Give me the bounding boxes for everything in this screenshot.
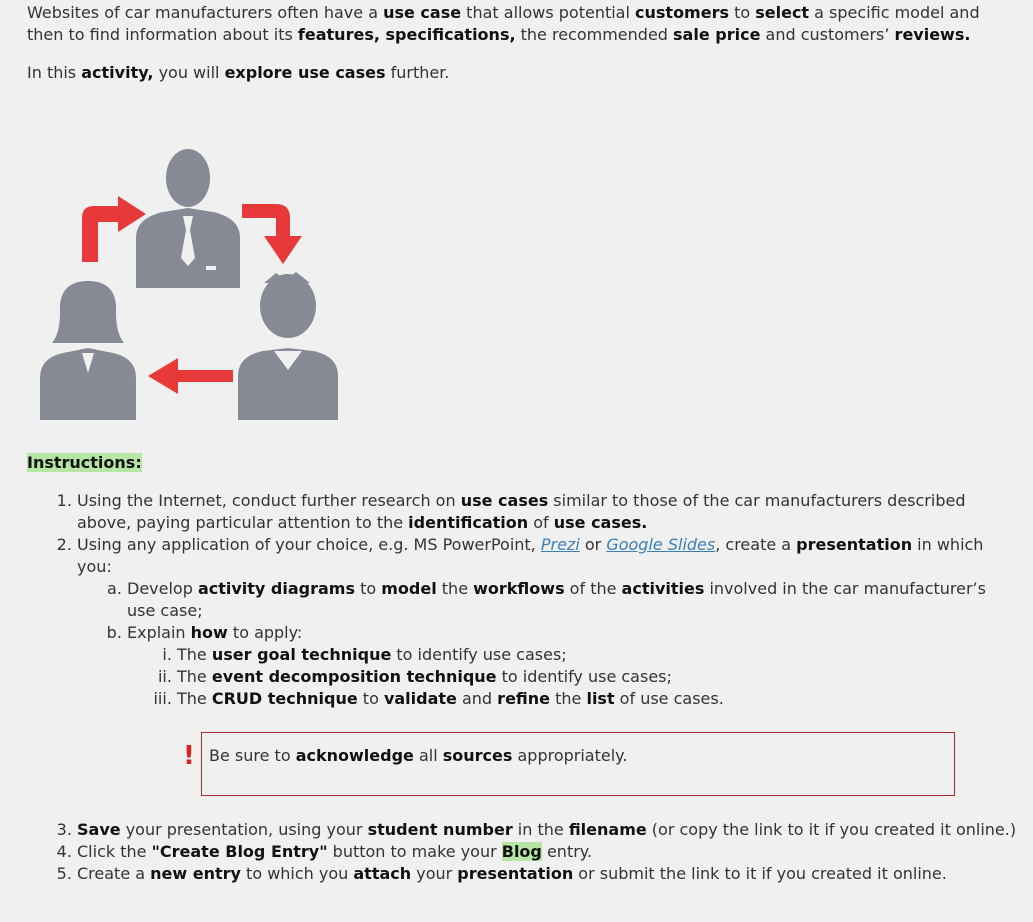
item-bold: model — [381, 579, 437, 598]
activity-paragraph — [27, 62, 1017, 84]
item-text: to — [357, 689, 384, 708]
activity-text: further. — [385, 63, 450, 82]
exclamation-icon: ! — [183, 741, 195, 771]
item-bold: validate — [383, 689, 457, 708]
item-text: your presentation, using your — [120, 820, 368, 839]
notice-bold: sources — [442, 746, 513, 765]
activity-bold: explore use cases — [224, 63, 386, 82]
item-bold: list — [586, 689, 615, 708]
item-bold: use cases. — [553, 513, 648, 532]
instructions-main-list-continued — [27, 819, 1017, 885]
item-text: (or copy the link to it if you created it online.) — [646, 820, 1017, 839]
item-text: Create a — [77, 864, 151, 883]
item-bold: student number — [367, 820, 513, 839]
use-case-illustration — [38, 148, 343, 423]
item-bold: how — [190, 623, 228, 642]
instruction-item-2b-iii — [177, 688, 1017, 710]
item-text: to — [355, 579, 382, 598]
item-text: Click the — [77, 842, 152, 861]
instructions-heading — [27, 452, 142, 474]
item-bold: CRUD technique — [211, 689, 358, 708]
notice-text: all — [413, 746, 443, 765]
item-text: entry. — [541, 842, 593, 861]
notice-text: appropriately. — [512, 746, 628, 765]
intro-text: that allows potential — [461, 3, 636, 22]
activity-text: you will — [153, 63, 225, 82]
item-text: The — [177, 645, 212, 664]
instruction-item-4 — [77, 841, 1017, 863]
item-bold: presentation — [457, 864, 574, 883]
instruction-item-1 — [77, 490, 1017, 534]
instruction-item-2b-ii — [177, 666, 1017, 688]
intro-text: the recommended — [515, 25, 674, 44]
item-text: similar to those of the car manufacturers described above, paying particular attention to the — [77, 491, 966, 532]
notice-bold: acknowledge — [295, 746, 414, 765]
item-text: button to make your — [327, 842, 502, 861]
arrow-left-icon — [148, 358, 233, 394]
item-text: or — [579, 535, 607, 554]
prezi-link[interactable]: Prezi — [540, 535, 580, 554]
man-icon — [238, 272, 338, 420]
item-text: to apply: — [227, 623, 303, 642]
item-bold: filename — [568, 820, 647, 839]
item-bold: new entry — [150, 864, 241, 883]
instruction-item-2b-i — [177, 644, 1017, 666]
notice-text: Be sure to — [209, 746, 296, 765]
intro-text: a specific model and then to find information about its — [27, 3, 980, 44]
item-bold: identification — [408, 513, 529, 532]
sub-list-alpha — [77, 578, 1017, 710]
item-text: Using any application of your choice, e.g. MS PowerPoint, — [77, 535, 541, 554]
item-text: The — [177, 667, 212, 686]
item-bold: activity diagrams — [197, 579, 355, 598]
google-slides-link[interactable]: Google Slides — [606, 535, 716, 554]
notice-box — [201, 732, 955, 796]
item-text: of the — [564, 579, 622, 598]
activity-text: In this — [27, 63, 82, 82]
item-text: to identify use cases; — [391, 645, 567, 664]
item-text: and — [456, 689, 498, 708]
intro-text: Websites of car manufacturers often have a — [27, 3, 384, 22]
intro-bold: customers — [635, 3, 729, 22]
item-bold: event decomposition technique — [211, 667, 497, 686]
item-text: the — [550, 689, 587, 708]
intro-paragraph — [27, 2, 1017, 46]
item-text: to identify use cases; — [496, 667, 672, 686]
item-bold: refine — [497, 689, 551, 708]
item-text: of — [528, 513, 554, 532]
item-text: the — [436, 579, 474, 598]
instructions-list-continued — [27, 819, 1017, 885]
instruction-item-5 — [77, 863, 1017, 885]
sub-list-roman — [127, 644, 1017, 710]
intro-bold: features, specifications, — [297, 25, 516, 44]
intro-bold: select — [755, 3, 810, 22]
item-text: in which you: — [77, 535, 984, 576]
instruction-item-3 — [77, 819, 1017, 841]
woman-icon — [40, 281, 136, 420]
item-text: Explain — [127, 623, 191, 642]
item-bold: attach — [353, 864, 412, 883]
intro-bold: use case — [383, 3, 462, 22]
item-bold: activities — [621, 579, 705, 598]
instructions-main-list — [27, 490, 1017, 710]
instruction-item-2 — [77, 534, 1017, 710]
instruction-item-2a — [127, 578, 1017, 622]
item-bold: workflows — [473, 579, 565, 598]
intro-bold: reviews. — [894, 25, 971, 44]
intro-bold: sale price — [673, 25, 761, 44]
intro-text: to — [729, 3, 756, 22]
arrow-down-right-icon — [242, 204, 302, 264]
item-text: in the — [512, 820, 569, 839]
item-bold: presentation — [796, 535, 913, 554]
item-bold: "Create Blog Entry" — [151, 842, 328, 861]
intro-section — [27, 2, 1017, 84]
item-bold: user goal technique — [211, 645, 392, 664]
intro-text: and customers’ — [760, 25, 895, 44]
activity-bold: activity, — [81, 63, 154, 82]
item-text: Using the Internet, conduct further research on — [77, 491, 461, 510]
blog-highlight: Blog — [501, 842, 542, 861]
item-text: or submit the link to it if you created it online. — [573, 864, 947, 883]
item-text: of use cases. — [614, 689, 724, 708]
item-text: involved in the car manufacturer’s use case; — [127, 579, 986, 620]
item-text: your — [411, 864, 458, 883]
item-text: Develop — [127, 579, 198, 598]
item-bold: use cases — [460, 491, 549, 510]
instructions-heading-text: Instructions: — [27, 453, 142, 472]
item-text: , create a — [715, 535, 797, 554]
businessman-icon — [136, 149, 240, 288]
item-bold: Save — [77, 820, 121, 839]
instruction-item-2b — [127, 622, 1017, 710]
item-text: to which you — [240, 864, 354, 883]
item-text: The — [177, 689, 212, 708]
instructions-list — [27, 490, 1017, 710]
